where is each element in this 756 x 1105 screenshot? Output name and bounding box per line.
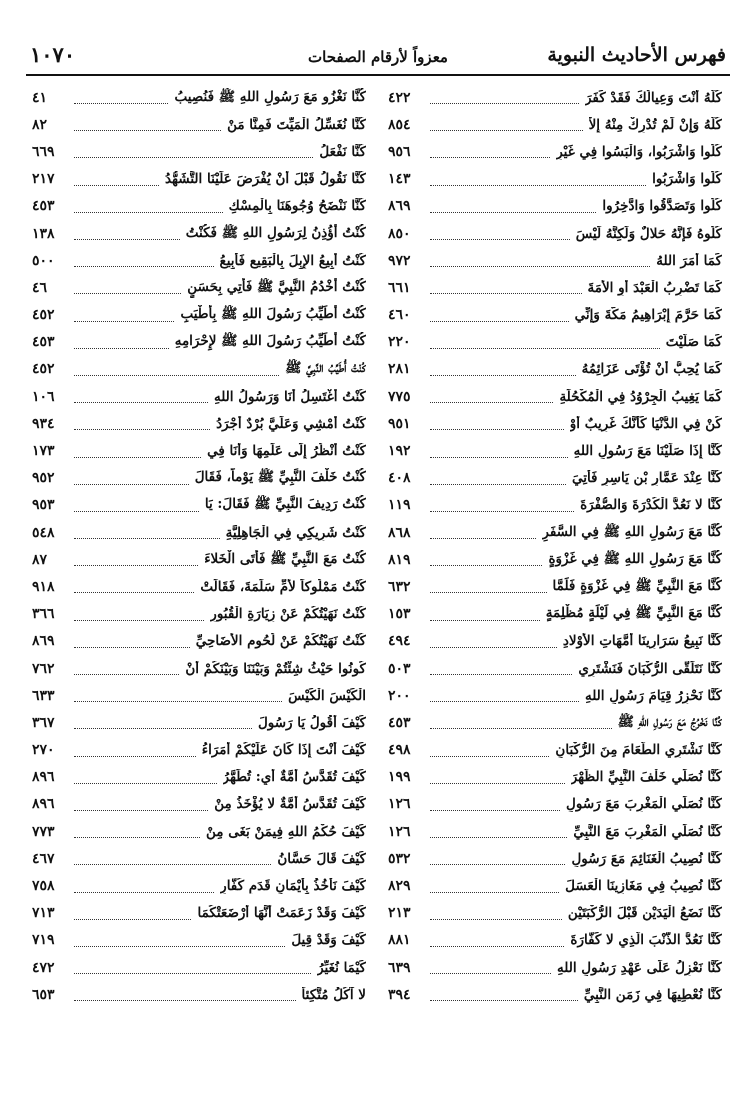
hadith-text: كُنَّا نَتَلَقَّى الرُّكْبَانَ فَنَشْتَرِي — [578, 660, 722, 677]
page-reference: ٤١ — [32, 89, 48, 106]
dot-leader — [74, 864, 271, 865]
hadith-text: كُنَّا عِنْدَ عَمَّارِ بْنِ يَاسِرٍ فَأُتِيَ — [571, 470, 722, 487]
page-reference: ٩٣٤ — [32, 415, 55, 432]
dot-leader — [74, 756, 196, 757]
index-entry — [388, 927, 722, 954]
page-reference: ١٢٦ — [388, 823, 411, 840]
hadith-text: كُنْتُ مَمْلُوكاً لأُمِّ سَلَمَةَ، فَقَالَتْ — [200, 578, 366, 595]
page-reference: ٧٧٥ — [388, 388, 411, 405]
hadith-text: كَيْفَ قَالَ حَسَّانُ — [277, 850, 366, 867]
hadith-text: كَيْفَ أَقُولُ يَا رَسُولَ — [257, 714, 366, 731]
page-number: ١٠٧٠ — [30, 42, 76, 67]
dot-leader — [74, 511, 199, 512]
hadith-text: كُنَّا لا نَعُدُّ الْكُدْرَةَ وَالصُّفْرَةَ — [580, 497, 722, 514]
index-entry — [32, 981, 366, 1008]
hadith-text: كُنَّا نَبِيعُ سَرَارِينَا أُمَّهَاتِ الأَوْلادِ — [562, 633, 722, 650]
hadith-text: كُنَّا نَضَعُ الْيَدَيْنِ قَبْلَ الرُّكْبَتَيْنِ — [567, 905, 722, 922]
index-entry — [388, 410, 722, 437]
hadith-text: كُنَّا نَغْزُو مَعَ رَسُولِ اللهِ ﷺ فَنُصِيبُ — [174, 88, 366, 105]
index-entry — [32, 655, 366, 682]
hadith-text: الْكَيْسَ الْكَيْسَ — [288, 687, 366, 704]
page-reference: ٧١٩ — [32, 932, 55, 949]
page-reference: ٦٣٣ — [32, 687, 55, 704]
index-entry — [388, 519, 722, 546]
dot-leader — [430, 321, 569, 322]
dot-leader — [74, 946, 285, 947]
hadith-text: كُنْ فِي الدُّنْيَا كَأَنَّكَ غَرِيبٌ أَوْ — [569, 415, 722, 432]
hadith-text: كَيْفَ حُكْمُ اللهِ فِيمَنْ بَغَى مِنْ — [206, 823, 366, 840]
dot-leader — [74, 157, 313, 158]
index-entry — [388, 981, 722, 1008]
index-entry — [32, 573, 366, 600]
hadith-text: لا آكُلُ مُتَّكِئاً — [301, 986, 366, 1003]
hadith-text: كَيْفَ وَقَدْ قِيلَ — [291, 932, 366, 949]
dot-leader — [430, 402, 553, 403]
hadith-text: كَمَا يَغِيبُ الْجِرْوُدُ فِي الْمُكْحُلَةِ — [559, 388, 722, 405]
dot-leader — [74, 837, 200, 838]
index-entry — [32, 111, 366, 138]
page-reference: ٥٠٣ — [388, 660, 411, 677]
hadith-text: كَمَا حَرَّمَ إِبْرَاهِيمُ مَكَّةَ وَإِنِّي — [574, 307, 722, 324]
index-entry — [388, 900, 722, 927]
index-entry — [32, 519, 366, 546]
hadith-text: كَمَا صَلَّيْتَ — [665, 334, 722, 351]
hadith-text: كُنَّا نُغَسِّلُ الْمَيِّتَ فَمِنَّا مَنْ — [227, 116, 366, 133]
index-entry — [32, 927, 366, 954]
page-reference: ٦٣٩ — [388, 959, 411, 976]
dot-leader — [430, 647, 557, 648]
hadith-text: كُنْتُ أُطَيِّبُ رَسُولَ اللهِ ﷺ بِأَطْيَبِ — [180, 306, 366, 323]
dot-leader — [74, 457, 201, 458]
index-entry — [388, 601, 722, 628]
index-entry — [32, 764, 366, 791]
hadith-text: كُنَّا مَعَ النَّبِيِّ ﷺ فِي لَيْلَةٍ مُظْلِمَةٍ — [545, 605, 722, 622]
hadith-text: كُلّهُ أَنْتَ وَعِيالُكَ فَقَدْ كَفَرَ — [584, 89, 722, 106]
page-reference: ١٢٦ — [388, 796, 411, 813]
dot-leader — [430, 973, 551, 974]
hadith-text: كُنَّا نَنْضَحُ وُجُوهَنَا بِالْمِسْكِ — [228, 198, 366, 215]
page-reference: ٥٣٢ — [388, 850, 411, 867]
page-reference: ٦٥٣ — [32, 986, 55, 1003]
dot-leader — [74, 647, 190, 648]
page-reference: ٨٩٦ — [32, 796, 55, 813]
page-reference: ٦٣٢ — [388, 578, 411, 595]
dot-leader — [430, 538, 536, 539]
hadith-text: كَيْمَا نُغَيِّرُ — [317, 959, 366, 976]
index-entry — [388, 302, 722, 329]
dot-leader — [74, 538, 220, 539]
index-entry — [32, 356, 366, 383]
dot-leader — [74, 620, 204, 621]
index-entry — [32, 818, 366, 845]
index-entry — [32, 791, 366, 818]
page-header — [26, 38, 730, 72]
dot-leader — [430, 212, 596, 213]
dot-leader — [430, 864, 565, 865]
hadith-text: كُنَّا نُصَلِّي الْمَغْرِبَ مَعَ النَّبِيِّ — [573, 823, 722, 840]
page-reference: ٨٦٩ — [388, 198, 411, 215]
page-reference: ٥٠٠ — [32, 252, 55, 269]
page-reference: ٢٢٠ — [388, 334, 411, 351]
hadith-text: كُنْتُ خَلْفَ النَّبِيِّ ﷺ يَوْماً، فَقَالَ — [194, 469, 366, 486]
page-reference: ٨٧ — [32, 551, 48, 568]
dot-leader — [74, 919, 191, 920]
index-entry — [388, 791, 722, 818]
index-entry — [32, 84, 366, 111]
hadith-text: كُنْتُ نَهَيْتُكُمْ عَنْ لُحُومِ الأَضَاحِيِّ — [195, 633, 366, 650]
dot-leader — [430, 266, 650, 267]
hadith-text: كَيْفَ وَقَدْ زَعَمَتْ أَنَّهَا أَرْضَعَتْكُمَا — [197, 905, 366, 922]
dot-leader — [430, 674, 572, 675]
dot-leader — [430, 185, 646, 186]
index-entry — [32, 193, 366, 220]
page-reference: ٨٩٦ — [32, 769, 55, 786]
dot-leader — [430, 592, 547, 593]
dot-leader — [74, 103, 168, 104]
book-title: فهرس الأحاديث النبوية — [547, 44, 726, 66]
dot-leader — [74, 293, 181, 294]
hadith-text: كُنْتُ أَغْتَسِلُ أَنَا وَرَسُولُ اللهِ — [213, 388, 366, 405]
dot-leader — [74, 674, 179, 675]
hadith-text: كُنَّا مَعَ رَسُولِ اللهِ ﷺ فِي السَّفَرِ — [542, 523, 722, 540]
index-entry — [388, 492, 722, 519]
index-entry — [388, 193, 722, 220]
hadith-text: كُلُوا وَاشْرَبُوا، وَالْبَسُوا فِي غَيْرِ — [556, 143, 722, 160]
dot-leader — [74, 429, 210, 430]
hadith-text: كُلُوا وَاشْرَبُوا — [652, 171, 722, 188]
hadith-text: كُونُوا حَيْثُ شِئْتُمْ وَبَيْنَنَا وَبَيْنَكُمْ أَنْ — [185, 660, 366, 677]
index-entry — [388, 166, 722, 193]
dot-leader — [430, 103, 579, 104]
index-entry — [32, 601, 366, 628]
page-reference: ٤٥٣ — [388, 714, 411, 731]
dot-leader — [430, 157, 550, 158]
dot-leader — [430, 728, 612, 729]
index-entry — [388, 655, 722, 682]
page-reference: ٨٢ — [32, 116, 48, 133]
index-entry — [32, 247, 366, 274]
hadith-text: كُنَّا مَعَ النَّبِيِّ ﷺ فِي غَزْوَةٍ فَلَمَّا — [552, 577, 722, 594]
index-entry — [388, 274, 722, 301]
hadith-text: كُنْتُ رَدِيفَ النَّبِيِّ ﷺ فَقَالَ: يَا — [204, 496, 366, 513]
page-reference: ٤٥٢ — [32, 361, 55, 378]
page-reference: ٢١٣ — [388, 905, 411, 922]
dot-leader — [74, 783, 217, 784]
page-reference: ٨٥٤ — [388, 116, 411, 133]
hadith-text: كَمَا يُحِبُّ أَنْ تُؤْتَى عَزَائِمُهُ — [581, 361, 722, 378]
hadith-text: كُنْتُ مَعَ النَّبِيِّ ﷺ فَأَتَى الْخَلاءَ — [204, 550, 366, 567]
index-entry — [388, 138, 722, 165]
hadith-text: كُنْتُ أَخْدُمُ النَّبِيَّ ﷺ فَأَتِي بِحَسَنٍ — [187, 278, 366, 295]
page-reference: ٩٧٢ — [388, 252, 411, 269]
dot-leader — [74, 266, 214, 267]
hadith-text: كَمَا أَمَرَ اللهُ — [656, 252, 722, 269]
index-entry — [388, 872, 722, 899]
page-reference: ٧٥٨ — [32, 878, 55, 895]
hadith-text: كَيْفَ أَنْتَ إِذَا كَانَ عَلَيْكُمْ أُمَرَاءُ — [201, 742, 366, 759]
page-reference: ٨٦٩ — [32, 633, 55, 650]
index-entry — [388, 111, 722, 138]
page-reference: ١٧٣ — [32, 443, 55, 460]
dot-leader — [430, 783, 565, 784]
page-reference: ٢٨١ — [388, 361, 411, 378]
page-reference: ٣٦٧ — [32, 714, 55, 731]
page-reference: ٢١٧ — [32, 171, 55, 188]
index-entry — [32, 410, 366, 437]
dot-leader — [430, 348, 660, 349]
header-divider — [26, 74, 730, 76]
page-reference: ٩٥٢ — [32, 470, 55, 487]
hadith-text: كُنَّا نَعُدُّ الذَّنْبَ الَّذِي لا كَفَّارَةَ — [570, 932, 722, 949]
dot-leader — [74, 212, 223, 213]
page-reference: ٥٤٨ — [32, 524, 55, 541]
dot-leader — [430, 565, 542, 566]
dot-leader — [74, 973, 311, 974]
hadith-text: كُنْتُ نَهَيْتُكُمْ عَنْ زِيَارَةِ الْقُبُورِ — [210, 606, 366, 623]
dot-leader — [430, 239, 570, 240]
hadith-text: كُنَّا إِذَا صَلَّيْنَا مَعَ رَسُولِ اللهِ — [573, 443, 722, 460]
page-reference: ٤٧٢ — [32, 959, 55, 976]
page-reference: ٤٢٢ — [388, 89, 411, 106]
page-reference: ٤٠٨ — [388, 470, 411, 487]
page-reference: ٧٦٢ — [32, 660, 55, 677]
dot-leader — [74, 592, 194, 593]
dot-leader — [430, 457, 568, 458]
hadith-text: كَيْفَ تُقَدَّسُ أُمَّةٌ أَيِ: تُطَهَّرُ — [222, 769, 366, 786]
dot-leader — [430, 375, 576, 376]
dot-leader — [430, 484, 566, 485]
page-reference: ٨١٩ — [388, 551, 411, 568]
page-reference: ٨٥٠ — [388, 225, 411, 242]
index-entry — [32, 220, 366, 247]
dot-leader — [430, 1000, 578, 1001]
hadith-text: كُنَّا نُصِيبُ الْغَنَائِمَ مَعَ رَسُولِ — [571, 850, 722, 867]
page-reference: ١٣٨ — [32, 225, 55, 242]
index-entry — [32, 872, 366, 899]
dot-leader — [74, 810, 208, 811]
page-reference: ٢٠٠ — [388, 687, 411, 704]
page-reference: ١٩٢ — [388, 443, 411, 460]
dot-leader — [74, 185, 159, 186]
index-entry — [32, 628, 366, 655]
hadith-text: كُنَّا نَشْتَرِي الطَّعَامَ مِنَ الرُّكْبَانِ — [555, 742, 722, 759]
hadith-text: كُلّهُ وَإِنْ لَمْ تُدْرِكْ مِنْهُ إِلاَّ — [588, 116, 722, 133]
dot-leader — [74, 701, 282, 702]
index-entry — [388, 84, 722, 111]
page-reference: ٤٩٨ — [388, 742, 411, 759]
index-entry — [388, 682, 722, 709]
page-reference: ٤٥٣ — [32, 334, 55, 351]
index-entry — [388, 356, 722, 383]
page-reference: ٧١٣ — [32, 905, 55, 922]
hadith-text: كُنَّا نَفْعَلُ — [319, 143, 366, 160]
hadith-text: كُنَّا نُصَلِّي الْمَغْرِبَ مَعَ رَسُولِ — [566, 796, 722, 813]
hadith-text: كُلُوهُ فَإِنَّهُ حَلالٌ وَلَكِنَّهُ لَيْسَ — [575, 225, 722, 242]
hadith-text: كَمَا تَضْرِبُ الْعَبْدَ أَوِ الأَمَةَ — [587, 279, 722, 296]
page-reference: ٤٩٤ — [388, 633, 411, 650]
page-reference: ١٩٩ — [388, 769, 411, 786]
dot-leader — [74, 348, 169, 349]
hadith-text: كُنْتُ أَؤُذِنُ لِرَسُولِ اللهِ ﷺ فَكُنْتُ — [185, 224, 366, 241]
index-entry — [388, 220, 722, 247]
page-reference: ٦٦٩ — [32, 143, 55, 160]
hadith-text: كُنَّا مَعَ رَسُولِ اللهِ ﷺ فِي غَزْوَةٍ — [548, 550, 722, 567]
hadith-text: كُنْتُ أَبِيعُ الإِبِلَ بِالْبَقِيعِ فَأَبِيعُ — [219, 252, 366, 269]
dot-leader — [430, 701, 579, 702]
page-reference: ١٠٦ — [32, 388, 55, 405]
index-entry — [32, 274, 366, 301]
index-entry — [32, 682, 366, 709]
index-entry — [32, 492, 366, 519]
hadith-text: كُلُوا وَتَصَدَّقُوا وَادَّخِرُوا — [602, 198, 722, 215]
hadith-text: كَيْفَ نَأْخُذُ بِأَيْمَانِ قَدَمٍ كُفَّارٍ — [220, 878, 366, 895]
dot-leader — [74, 321, 174, 322]
page-reference: ٨٢٩ — [388, 878, 411, 895]
page-reference: ٨٦٨ — [388, 524, 411, 541]
hadith-text: كُنْتُ شَرِيكِي فِي الْجَاهِلِيَّةِ — [225, 524, 366, 541]
dot-leader — [74, 130, 221, 131]
page-reference: ٩١٨ — [32, 578, 55, 595]
index-entry — [32, 437, 366, 464]
page-reference: ٤٥٣ — [32, 198, 55, 215]
index-entry — [32, 138, 366, 165]
hadith-text: كُنَّا نَخْرُجُ مَعَ رَسُولِ اللهِ ﷺ — [617, 713, 722, 730]
hadith-text: كُنَّا نُعْطِيهَا فِي زَمَنِ النَّبِيِّ — [583, 986, 722, 1003]
dot-leader — [430, 511, 574, 512]
index-entry — [388, 737, 722, 764]
hadith-text: كُنْتُ أُطَيِّبُ النَّبِيَّ ﷺ — [285, 360, 366, 377]
page-reference: ٩٥١ — [388, 415, 411, 432]
dot-leader — [74, 565, 198, 566]
index-entry — [388, 383, 722, 410]
dot-leader — [430, 810, 560, 811]
hadith-text: كُنَّا نُصِيبُ فِي مَغَازِينَا الْعَسَلَ — [565, 878, 722, 895]
index-entry — [388, 465, 722, 492]
hadith-text: كُنْتُ أَنْظُرُ إِلَى عَلَمِهَا وَأَنَا فِي — [207, 443, 366, 460]
dot-leader — [430, 130, 583, 131]
index-entry — [388, 329, 722, 356]
index-entry — [32, 329, 366, 356]
index-entry — [388, 764, 722, 791]
page-reference: ٩٥٣ — [32, 497, 55, 514]
index-entry — [32, 709, 366, 736]
dot-leader — [430, 892, 559, 893]
dot-leader — [430, 293, 582, 294]
page-reference: ٤٥٢ — [32, 307, 55, 324]
page-reference: ٣٦٦ — [32, 606, 55, 623]
index-entry — [388, 709, 722, 736]
index-entry — [388, 628, 722, 655]
page-reference: ١١٩ — [388, 497, 411, 514]
page-reference: ٤٦٠ — [388, 307, 411, 324]
index-entry — [388, 247, 722, 274]
dot-leader — [74, 375, 279, 376]
header-subtitle: معزواً لأرقام الصفحات — [308, 48, 448, 66]
hadith-text: كُنْتُ أُطَيِّبُ رَسُولَ اللهِ ﷺ لإِحْرَامِهِ — [174, 333, 366, 350]
index-entry — [388, 573, 722, 600]
index-entry — [32, 737, 366, 764]
index-entry — [388, 437, 722, 464]
index-entry — [32, 465, 366, 492]
index-entry — [32, 900, 366, 927]
dot-leader — [74, 402, 208, 403]
hadith-text: كُنْتُ أَمْشِي وَعَلَيَّ بُرْدٌ أَجْرَدُ — [216, 415, 366, 432]
index-entry — [32, 166, 366, 193]
dot-leader — [430, 620, 540, 621]
index-entry — [388, 954, 722, 981]
dot-leader — [430, 837, 567, 838]
index-entry — [388, 546, 722, 573]
hadith-text: كَيْفَ تُقَدَّسُ أُمَّةٌ لا يُؤْخَذُ مِنْ — [214, 796, 366, 813]
index-entry — [32, 546, 366, 573]
index-entry — [32, 302, 366, 329]
hadith-text: كُنَّا نُصَلِّي خَلْفَ النَّبِيِّ الظُّهْرَ — [570, 769, 722, 786]
index-entry — [32, 954, 366, 981]
page-reference: ١٤٣ — [388, 171, 411, 188]
page-reference: ٣٩٤ — [388, 986, 411, 1003]
index-entry — [32, 383, 366, 410]
dot-leader — [430, 919, 562, 920]
index-column-left — [32, 84, 366, 1008]
index-entry — [388, 845, 722, 872]
dot-leader — [74, 239, 180, 240]
hadith-text: كُنَّا نَعْزِلُ عَلَى عَهْدِ رَسُولِ اللهِ — [557, 959, 722, 976]
page-reference: ٩٥٦ — [388, 143, 411, 160]
dot-leader — [430, 429, 564, 430]
hadith-text: كُنَّا نَحْزِرُ قِيَامَ رَسُولِ اللهِ — [584, 687, 722, 704]
page-reference: ٢٧٠ — [32, 742, 55, 759]
dot-leader — [74, 892, 214, 893]
index-column-right — [388, 84, 722, 1008]
dot-leader — [430, 946, 564, 947]
dot-leader — [74, 484, 189, 485]
page-reference: ٨٨١ — [388, 932, 411, 949]
page-reference: ٤٦٧ — [32, 850, 55, 867]
page-reference: ١٥٣ — [388, 606, 411, 623]
page-reference: ٤٦ — [32, 279, 48, 296]
page-reference: ٧٧٣ — [32, 823, 55, 840]
dot-leader — [430, 756, 549, 757]
dot-leader — [74, 1000, 296, 1001]
index-entry — [388, 818, 722, 845]
dot-leader — [74, 728, 252, 729]
index-entry — [32, 845, 366, 872]
page-reference: ٦٦١ — [388, 279, 411, 296]
hadith-text: كُنَّا نَقُولُ قَبْلَ أَنْ يُفْرَضَ عَلَيْنَا التَّشَهُّدُ — [164, 171, 366, 188]
